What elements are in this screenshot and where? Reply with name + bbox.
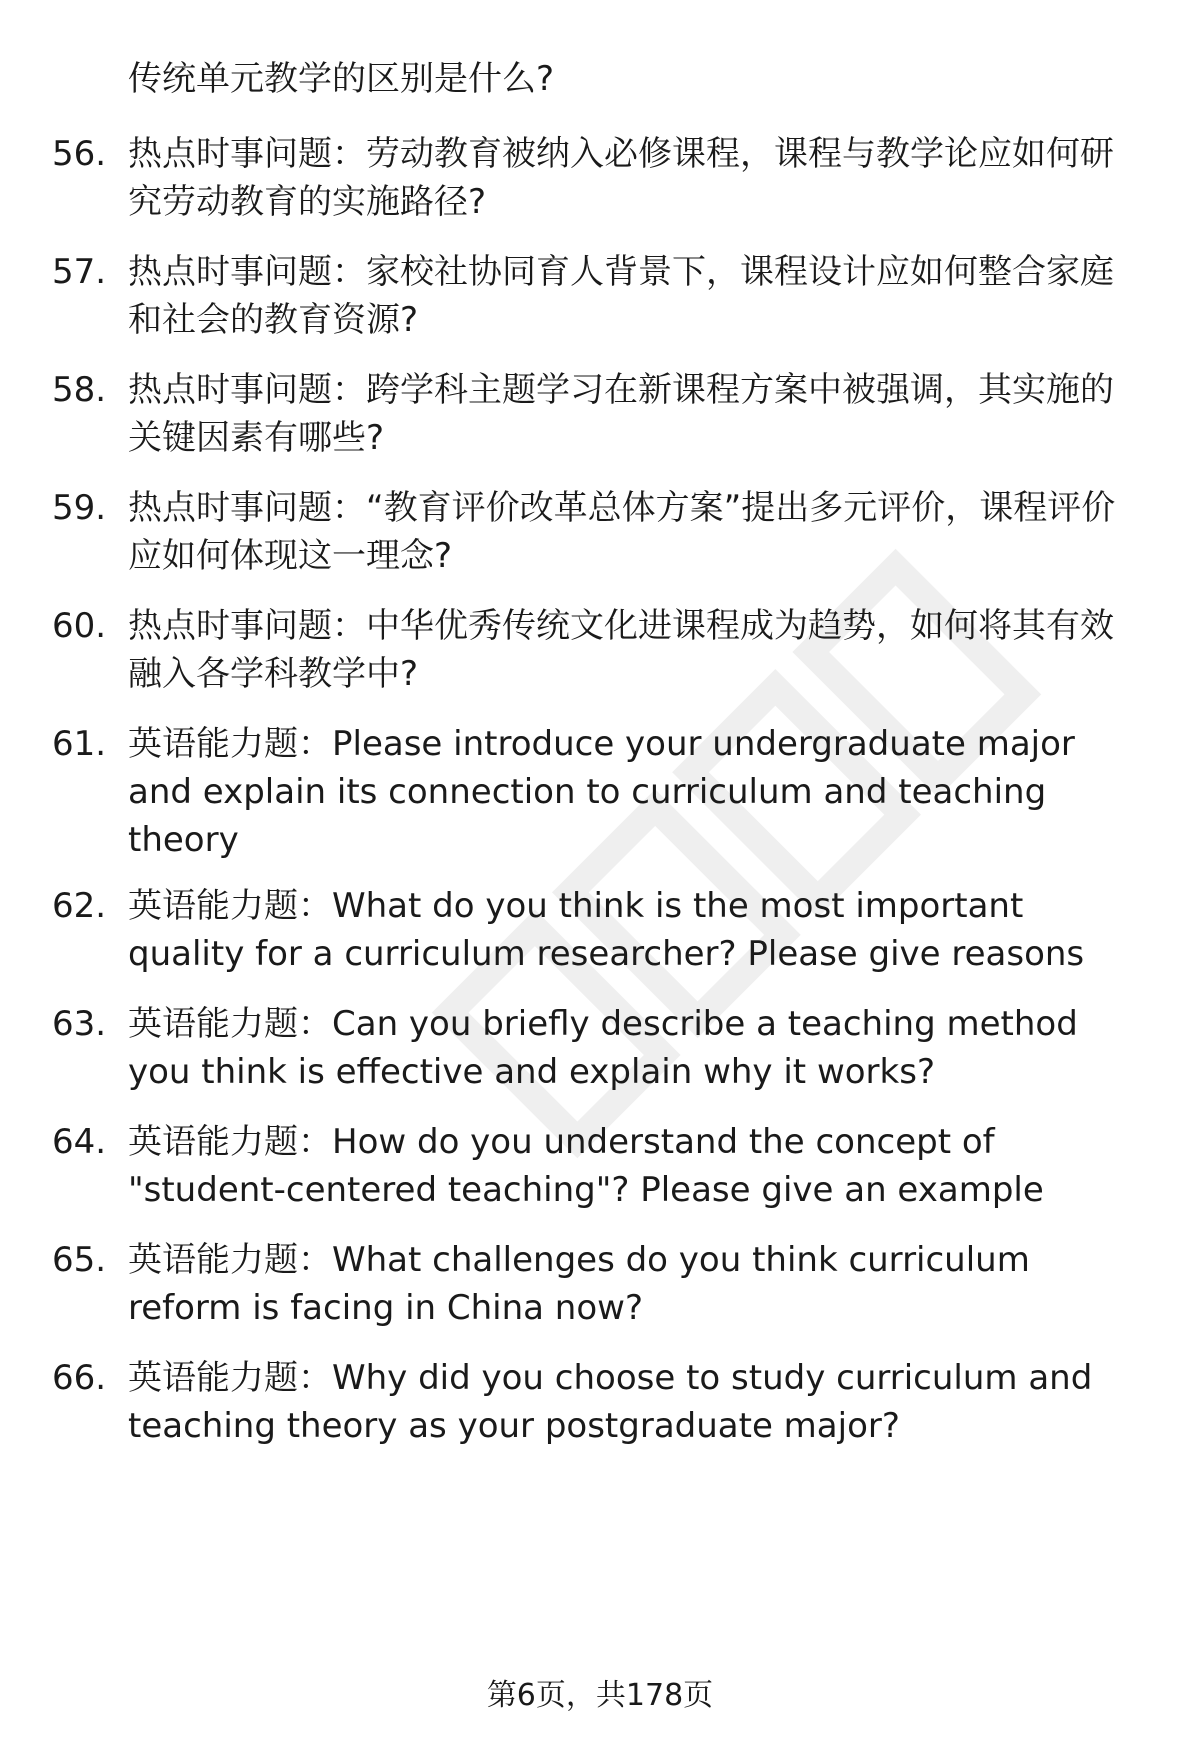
question-text: 英语能力题：What challenges do you think curriculum reform is facing in China now?	[128, 1240, 1030, 1328]
question-text: 热点时事问题：家校社协同育人背景下，课程设计应如何整合家庭和社会的教育资源?	[128, 252, 1114, 340]
question-number: 59.	[52, 488, 107, 528]
continuation-text: 传统单元教学的区别是什么?	[128, 59, 555, 99]
question-number: 57.	[52, 252, 107, 292]
question-text: 热点时事问题：中华优秀传统文化进课程成为趋势，如何将其有效融入各学科教学中?	[128, 606, 1114, 694]
question-text: 英语能力题：What do you think is the most important quality for a curriculum researcher? Please give reasons	[128, 886, 1085, 974]
question-number: 61.	[52, 724, 107, 764]
question-number: 58.	[52, 370, 107, 410]
question-number: 63.	[52, 1004, 107, 1044]
question-text: 热点时事问题：劳动教育被纳入必修课程，课程与教学论应如何研究劳动教育的实施路径?	[128, 134, 1114, 222]
question-number: 56.	[52, 134, 107, 174]
page-footer: 第6页，共178页	[486, 1678, 714, 1713]
question-number: 64.	[52, 1122, 107, 1162]
question-text: 英语能力题：Please introduce your undergraduate major and explain its connection to curriculum and teaching theory	[128, 724, 1075, 860]
question-text: 英语能力题：How do you understand the concept of "student-centered teaching"? Please give an example	[128, 1122, 1044, 1210]
question-text: 热点时事问题：“教育评价改革总体方案”提出多元评价，课程评价应如何体现这一理念?	[128, 488, 1116, 576]
question-text: 英语能力题：Why did you choose to study curriculum and teaching theory as your postgraduate major?	[128, 1358, 1093, 1446]
question-number: 66.	[52, 1358, 107, 1398]
question-text: 英语能力题：Can you briefly describe a teaching method you think is effective and explain why it works?	[128, 1004, 1078, 1092]
question-number: 65.	[52, 1240, 107, 1280]
question-number: 62.	[52, 886, 107, 926]
question-number: 60.	[52, 606, 107, 646]
question-text: 热点时事问题：跨学科主题学习在新课程方案中被强调，其实施的关键因素有哪些?	[128, 370, 1114, 458]
